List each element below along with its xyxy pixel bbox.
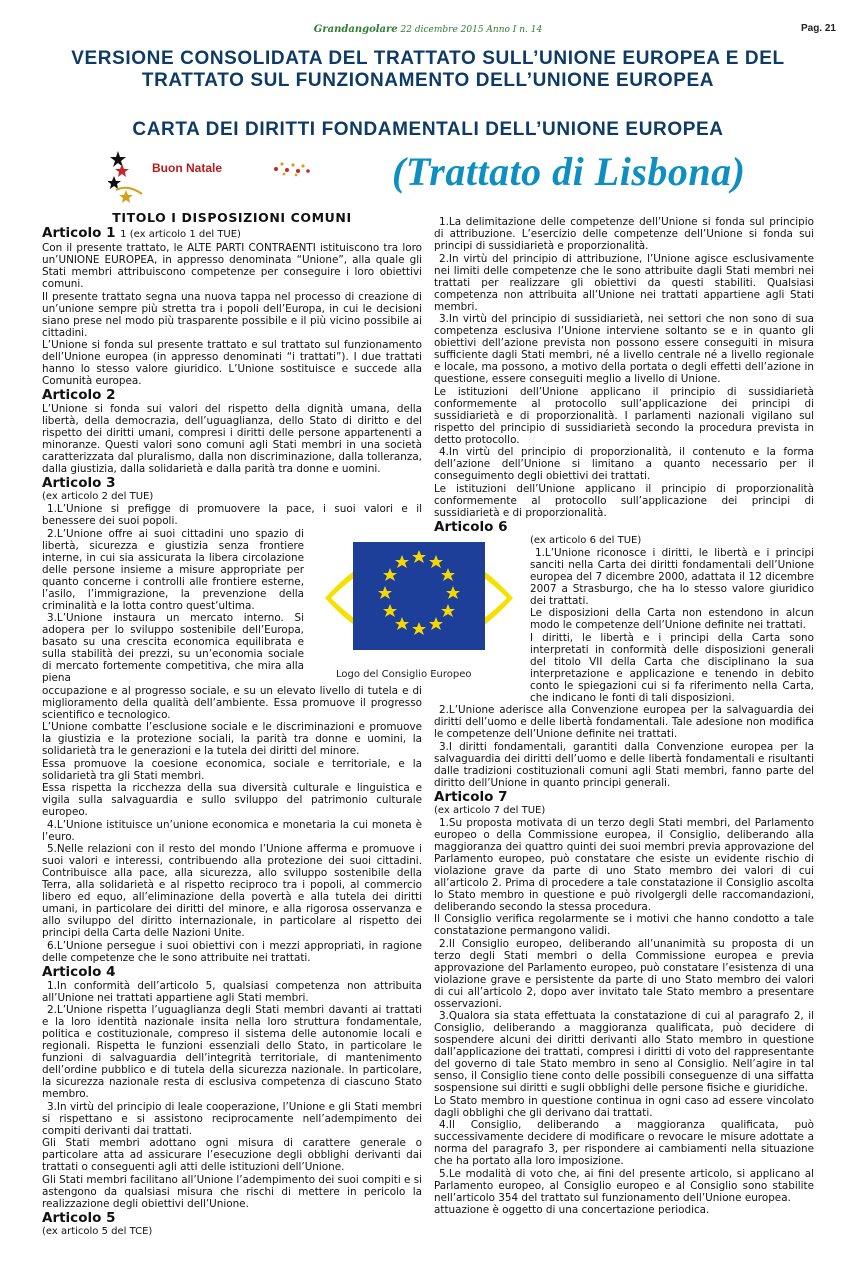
wrap-around-logo <box>42 528 422 685</box>
main-title: VERSIONE CONSOLIDATA DEL TRATTATO SULL’UNIONE EUROPEA E DEL TRATTATO SUL FUNZIONAMENTO DELL’UNIONE EUROPEA <box>71 48 785 91</box>
paragraph: 1.Su proposta motivata di un terzo degli Stati membri, del Parlamento europeo o della Commissione europea, il Consiglio, deliberando alla maggioranza dei quattro quinti dei suoi membri previa approvazione del Parlamento europeo, può constatare che esiste un evidente rischio di violazione grave da parte di uno Stato membro dei valori di cui all’articolo 2. Prima di procedere a tale constatazione il Consiglio ascolta lo Stato membro in questione e può rivolgergli delle raccomandazioni, deliberando secondo la stessa procedura. <box>434 816 814 913</box>
wrap-around-logo-right <box>530 535 814 704</box>
right-column <box>434 216 814 1217</box>
article-2-heading: Articolo 2 <box>42 387 116 403</box>
paragraph: Essa promuove la coesione economica, sociale e territoriale, e la solidarietà tra gli Stati membri. <box>42 757 422 782</box>
paragraph: 2.Il Consiglio europeo, deliberando all’unanimità su proposta di un terzo degli Stati membri o della Commissione europea e previa approvazione del Parlamento europeo, può constatare l’esistenza di una violazione grave e persistente da parte di uno Stato membro dei valori di cui all’articolo 2, dopo aver invitato tale Stato membro a presentare osservazioni. <box>434 937 814 1010</box>
newspaper-name: Grandangolare <box>313 24 398 35</box>
article-7-ref: (ex articolo 7 del TUE) <box>434 804 546 816</box>
paragraph: Il presente trattato segna una nuova tappa nel processo di creazione di un’unione sempre più stretta tra i popoli dell’Europa, in cui le decisioni siano prese nel modo più trasparente possibile e il più vicino possibile ai cittadini. <box>42 290 422 339</box>
paragraph: 5.Nelle relazioni con il resto del mondo l’Unione afferma e promuove i suoi valori e interessi, contribuendo alla protezione dei suoi cittadini. Contribuisce alla pace, alla sicurezza, allo sviluppo sostenibile della Terra, alla solidarietà e al rispetto reciproco tra i popoli, al commercio libero ed equo, all’eliminazione della povertà e alla tutela dei diritti umani, in particolare dei diritti del minore, e alla rigorosa osservanza e allo sviluppo del diritto internazionale, in particolare al rispetto dei principi della Carta delle Nazioni Unite. <box>42 843 422 939</box>
article-3-heading: Articolo 3 <box>42 475 116 491</box>
article-1-heading: Articolo 1 1 (ex articolo 1 del TUE) <box>42 225 241 241</box>
paragraph: 1.L’Unione si prefigge di promuovere la pace, i suoi valori e il benessere dei suoi popoli. <box>42 503 422 527</box>
christmas-stars-icon <box>108 150 146 206</box>
article-3-ref: (ex articolo 2 del TUE) <box>42 491 154 502</box>
article-7-heading: Articolo 7 <box>434 788 508 805</box>
paragraph: 2.L’Unione aderisce alla Convenzione europea per la salvaguardia dei diritti dell’uomo e delle libertà fondamentali. Tale adesione non modifica le competenze dell’Unione definite nei trattati. <box>434 704 814 740</box>
issue-info: 22 dicembre 2015 Anno I n. 14 <box>400 25 543 35</box>
christmas-greeting: Buon Natale <box>152 161 223 175</box>
paragraph: 4.L’Unione istituisce un’unione economica e monetaria la cui moneta è l’euro. <box>42 818 422 843</box>
paragraph: L’Unione si fonda sui valori del rispetto della dignità umana, della libertà, della democrazia, dell’uguaglianza, dello Stato di diritto e del rispetto dei diritti umani, compresi i diritti delle persone appartenenti a minoranze. Questi valori sono comuni agli Stati membri in una società caratterizzata dal pluralismo, dalla non discriminazione, dalla tolleranza, dalla giustizia, dalla solidarietà e dalla parità tra donne e uomini. <box>42 403 422 475</box>
paragraph: L’Unione si fonda sul presente trattato e sul trattato sul funzionamento dell’Unione europea (in appresso denominati “i trattati”). I due trattati hanno lo stesso valore giuridico. L’Unione sostituisce e succede alla Comunità europea. <box>42 339 422 387</box>
festive-stars-icon <box>272 160 312 178</box>
section-title: TITOLO I DISPOSIZIONI COMUNI <box>112 210 352 225</box>
paragraph: 2.L’Unione offre ai suoi cittadini uno spazio di libertà, sicurezza e giustizia senza frontiere interne, in cui sia assicurata la libera circolazione delle persone insieme a misure appropriate per quanto concerne i controlli alle frontiere esterne, l’asilo, l’immigrazione, la prevenzione della criminalità e la lotta contro quest’ultima. <box>42 527 304 612</box>
paragraph: 3.In virtù del principio di sussidiarietà, nei settori che non sono di sua competenza esclusiva l’Unione interviene soltanto se e in quanto gli obiettivi dell’azione prevista non possono essere conseguiti in misura sufficiente dagli Stati membri, né a livello centrale né a livello regionale e locale, ma possono, a motivo della portata o degli effetti dell’azione in questione, essere conseguiti meglio a livello di Unione. <box>434 313 814 385</box>
paragraph: 5.Le modalità di voto che, ai fini del presente articolo, si applicano al Parlamento europeo, al Consiglio europeo e al Consiglio sono stabilite nell’articolo 354 del trattato sul funzionamento dell’Unione europea. <box>434 1167 814 1204</box>
paragraph: Essa rispetta la ricchezza della sua diversità culturale e linguistica e vigila sulla salvaguardia e sullo sviluppo del patrimonio culturale europeo. <box>42 782 422 818</box>
paragraph: 4.In virtù del principio di proporzionalità, il contenuto e la forma dell’azione dell’Unione si limitano a quanto necessario per il conseguimento degli obiettivi dei trattati. <box>434 446 814 482</box>
left-column <box>42 212 422 1238</box>
article-6-heading: Articolo 6 <box>434 518 508 535</box>
paragraph: 4.Il Consiglio, deliberando a maggioranza qualificata, può successivamente decidere di modificare o revocare le misure adottate a norma del paragrafo 3, per rispondere ai cambiamenti nella situazione che ha portato alla loro imposizione. <box>434 1119 814 1167</box>
paragraph: 3.Qualora sia stata effettuata la constatazione di cui al paragrafo 2, il Consiglio, deliberando a maggioranza qualificata, può decidere di sospendere alcuni dei diritti derivanti allo Stato membro in questione dall’applicazione dei trattati, compresi i diritti di voto del rappresentante del governo di tale Stato membro in seno al Consiglio. Nell’agire in tal senso, il Consiglio tiene conto delle possibili conseguenze di una siffatta sospensione sui diritti e sugli obblighi delle persone fisiche e giuridiche. <box>434 1010 814 1094</box>
paragraph: Con il presente trattato, le ALTE PARTI CONTRAENTI istituiscono tra loro un’UNIONE EUROPEA, in appresso denominata “Unione”, alla quale gli Stati membri attribuiscono competenze per conseguire i loro obiettivi comuni. <box>42 242 422 290</box>
paragraph: Gli Stati membri adottano ogni misura di carattere generale o particolare atta ad assicurare l’esecuzione degli obblighi derivanti dai trattati o conseguenti agli atti delle istituzioni dell’Unione. <box>42 1137 422 1173</box>
paragraph: 3.In virtù del principio di leale cooperazione, l’Unione e gli Stati membri si rispettano e si assistono reciprocamente nell’adempimento dei compiti derivanti dai trattati. <box>42 1100 422 1137</box>
paragraph: Le disposizioni della Carta non estendono in alcun modo le competenze dell’Unione definite nei trattati. <box>530 607 814 631</box>
article-4-heading: Articolo 4 <box>42 963 116 980</box>
masthead <box>0 24 856 35</box>
paragraph: attuazione è oggetto di una concertazione periodica. <box>434 1204 710 1216</box>
paragraph: 1.In conformità dell’articolo 5, qualsiasi competenza non attribuita all’Unione nei trattati appartiene agli Stati membri. <box>42 979 422 1004</box>
article-6-ref: (ex articolo 6 del TUE) <box>530 534 642 546</box>
paragraph: Gli Stati membri facilitano all’Unione l’adempimento dei suoi compiti e si astengono da qualsiasi misura che rischi di mettere in pericolo la realizzazione degli obiettivi dell’Unione. <box>42 1173 423 1210</box>
paragraph: I diritti, le libertà e i principi della Carta sono interpretati in conformità delle disposizioni generali del titolo VII della Carta che disciplinano la sua interpretazione e applicazione e tenendo in debito conto le spiegazioni cui si fa riferimento nella Carta, che indicano le fonti di tali disposizioni. <box>530 631 814 704</box>
paragraph: Lo Stato membro in questione continua in ogni caso ad essere vincolato dagli obblighi che gli derivano dai trattati. <box>434 1094 814 1119</box>
paragraph: 1.La delimitazione delle competenze dell’Unione si fonda sul principio di attribuzione. L’esercizio delle competenze dell’Unione si fonda sui principi di sussidiarietà e proporzionalità. <box>434 216 814 252</box>
paragraph: Il Consiglio verifica regolarmente se i motivi che hanno condotto a tale constatazione permangono validi. <box>434 913 814 937</box>
paragraph: Le istituzioni dell’Unione applicano il principio di proporzionalità conformemente al protocollo sull’applicazione dei principi di sussidiarietà e di proporzionalità. <box>434 482 814 519</box>
paragraph: occupazione e al progresso sociale, e su un elevato livello di tutela e di miglioramento della qualità dell’ambiente. Essa promuove il progresso scientifico e tecnologico. <box>42 684 422 721</box>
paragraph: 3.L’Unione instaura un mercato interno. Si adopera per lo sviluppo sostenibile dell’Europa, basato su una crescita economica equilibrata e sulla stabilità dei prezzi, su un’economia sociale di mercato fortemente competitiva, che mira alla piena <box>42 612 304 684</box>
lisbona-heading: (Trattato di Lisbona) <box>392 149 746 194</box>
paragraph: 3.I diritti fondamentali, garantiti dalla Convenzione europea per la salvaguardia dei diritti dell’uomo e delle libertà fondamentali e risultanti dalle tradizioni costituzionali comuni agli Stati membri, fanno parte del diritto dell’Unione in quanto principi generali. <box>434 740 814 789</box>
paragraph: 2.In virtù del principio di attribuzione, l’Unione agisce esclusivamente nei limiti delle competenze che le sono attribuite dagli Stati membri nei trattati per realizzare gli obiettivi da questi stabiliti. Qualsiasi competenza non attribuita all’Unione nei trattati appartiene agli Stati membri. <box>434 252 814 313</box>
paragraph: 1.L’Unione riconosce i diritti, le libertà e i principi sanciti nella Carta dei diritti fondamentali dell’Unione europea del 7 dicembre 2000, adattata il 12 dicembre 2007 a Strasburgo, che ha lo stesso valore giuridico dei trattati. <box>530 546 814 607</box>
paragraph: Le istituzioni dell’Unione applicano il principio di sussidiarietà conformemente al protocollo sull’applicazione dei principi di sussidiarietà e di proporzionalità. I parlamenti nazionali vigilano sul rispetto del principio di sussidiarietà secondo la procedura prevista in detto protocollo. <box>434 385 814 446</box>
paragraph: 6.L’Unione persegue i suoi obiettivi con i mezzi appropriati, in ragione delle competenze che le sono attribuite nei trattati. <box>42 939 422 964</box>
article-5-ref: (ex articolo 5 del TCE) <box>42 1225 153 1237</box>
article-5-heading: Articolo 5 <box>42 1209 116 1226</box>
logo-caption: Logo del Consiglio Europeo <box>336 669 472 680</box>
paragraph: L’Unione combatte l’esclusione sociale e le discriminazioni e promuove la giustizia e la protezione sociali, la parità tra donne e uomini, la solidarietà tra le generazioni e la tutela dei diritti del minore. <box>42 721 422 757</box>
paragraph: 2.L’Unione rispetta l’uguaglianza degli Stati membri davanti ai trattati e la loro identità nazionale insita nella loro struttura fondamentale, politica e costituzionale, compreso il sistema delle autonomie locali e regionali. Rispetta le funzioni essenziali dello Stato, in particolare le funzioni di salvaguardia dell’integrità territoriale, di mantenimento dell’ordine pubblico e di tutela della sicurezza nazionale. In particolare, la sicurezza nazionale resta di esclusiva competenza di ciascuno Stato membro. <box>42 1004 422 1100</box>
page-number: Pag. 21 <box>800 23 836 34</box>
charter-title: CARTA DEI DIRITTI FONDAMENTALI DELL’UNIONE EUROPEA <box>132 119 724 140</box>
